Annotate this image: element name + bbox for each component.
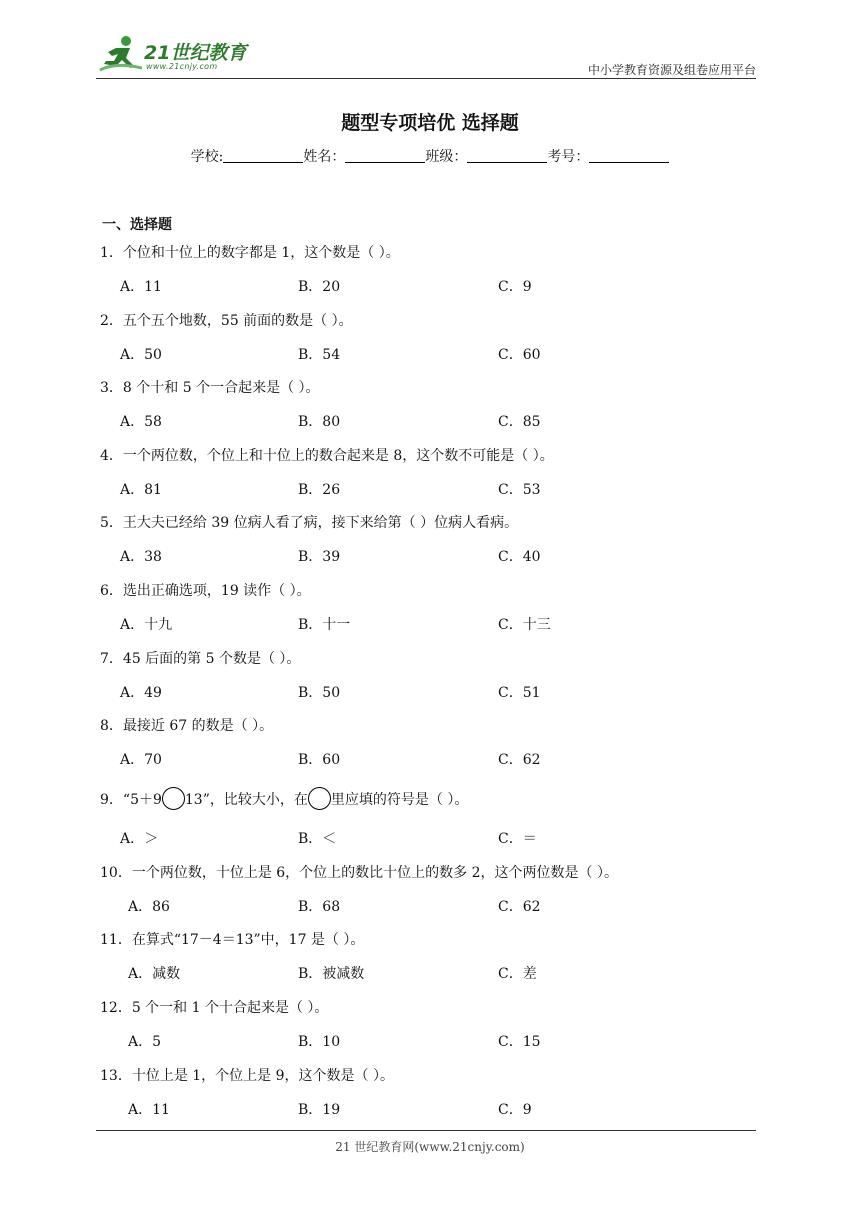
school-field[interactable] xyxy=(223,148,303,163)
q11-option-c[interactable]: C．差 xyxy=(498,966,537,982)
q2-option-c[interactable]: C．60 xyxy=(498,347,541,363)
question-12: 12．5 个一和 1 个十合起来是（ ）。 xyxy=(100,1000,329,1016)
logo-title: 21世纪教育 xyxy=(144,42,247,64)
logo-url: www.21cnjy.com xyxy=(146,62,218,71)
q5-option-b[interactable]: B．39 xyxy=(298,549,341,565)
q13-option-c[interactable]: C．9 xyxy=(498,1102,532,1118)
site-logo[interactable] xyxy=(96,34,266,76)
footer-divider xyxy=(96,1130,756,1131)
q8-option-a[interactable]: A．70 xyxy=(120,752,162,768)
question-4: 4．一个两位数，个位上和十位上的数合起来是 8，这个数不可能是（ ）。 xyxy=(100,448,554,464)
header-divider xyxy=(96,78,756,79)
q10-option-b[interactable]: B．68 xyxy=(298,899,341,915)
runner-icon xyxy=(96,34,146,76)
q9-stem-part-3: 里应填的符号是（ ）。 xyxy=(330,792,469,808)
question-5: 5．王大夫已经给 39 位病人看了病，接下来给第（ ）位病人看病。 xyxy=(100,515,519,531)
q9-option-a[interactable]: A．＞ xyxy=(120,831,159,847)
q4-option-a[interactable]: A．81 xyxy=(120,482,162,498)
q4-option-c[interactable]: C．53 xyxy=(498,482,541,498)
q7-option-c[interactable]: C．51 xyxy=(498,685,541,701)
exam-no-label: 考号： xyxy=(547,149,590,165)
q7-option-b[interactable]: B．50 xyxy=(298,685,341,701)
q13-option-b[interactable]: B．19 xyxy=(298,1102,341,1118)
class-field[interactable] xyxy=(467,148,547,163)
q10-option-c[interactable]: C．62 xyxy=(498,899,541,915)
q4-option-b[interactable]: B．26 xyxy=(298,482,341,498)
comparison-circle-2[interactable] xyxy=(308,787,331,810)
page-title: 题型专项培优 选择题 xyxy=(341,112,519,134)
q11-option-a[interactable]: A．减数 xyxy=(128,966,181,982)
q6-option-b[interactable]: B．十一 xyxy=(298,617,351,633)
q3-option-a[interactable]: A．58 xyxy=(120,414,162,430)
name-label: 姓名： xyxy=(303,149,346,165)
q12-option-c[interactable]: C．15 xyxy=(498,1034,541,1050)
question-2: 2．五个五个地数，55 前面的数是（ ）。 xyxy=(100,313,353,329)
question-1: 1．个位和十位上的数字都是 1，这个数是（ ）。 xyxy=(100,245,400,261)
q12-option-b[interactable]: B．10 xyxy=(298,1034,341,1050)
q3-option-c[interactable]: C．85 xyxy=(498,414,541,430)
section-heading: 一、选择题 xyxy=(102,217,172,233)
question-13: 13．十位上是 1，个位上是 9，这个数是（ ）。 xyxy=(100,1068,394,1084)
question-6: 6．选出正确选项，19 读作（ ）。 xyxy=(100,583,311,599)
q1-option-c[interactable]: C．9 xyxy=(498,279,532,295)
q10-option-a[interactable]: A．86 xyxy=(128,899,170,915)
footer-link[interactable]: 21 世纪教育网(www.21cnjy.com) xyxy=(335,1140,525,1154)
exam-no-field[interactable] xyxy=(589,148,669,163)
q9-stem-part-1: 9．“5＋9 xyxy=(100,792,162,808)
comparison-circle-1[interactable] xyxy=(162,787,185,810)
q2-option-b[interactable]: B．54 xyxy=(298,347,341,363)
q9-option-c[interactable]: C．＝ xyxy=(498,831,537,847)
question-3: 3．8 个十和 5 个一合起来是（ ）。 xyxy=(100,380,320,396)
question-10: 10．一个两位数，十位上是 6，个位上的数比十位上的数多 2，这个两位数是（ ）。 xyxy=(100,865,618,881)
page-header xyxy=(96,34,756,78)
question-8: 8．最接近 67 的数是（ ）。 xyxy=(100,718,274,734)
class-label: 班级： xyxy=(425,149,468,165)
q5-option-c[interactable]: C．40 xyxy=(498,549,541,565)
q7-option-a[interactable]: A．49 xyxy=(120,685,162,701)
q1-option-a[interactable]: A．11 xyxy=(120,279,162,295)
q13-option-a[interactable]: A．11 xyxy=(128,1102,170,1118)
school-label: 学校: xyxy=(190,149,224,165)
q6-option-a[interactable]: A．十九 xyxy=(120,617,173,633)
question-7: 7．45 后面的第 5 个数是（ ）。 xyxy=(100,651,301,667)
question-9 xyxy=(100,787,468,810)
question-11: 11．在算式“17－4＝13”中，17 是（ ）。 xyxy=(100,932,365,948)
q2-option-a[interactable]: A．50 xyxy=(120,347,162,363)
platform-name: 中小学教育资源及组卷应用平台 xyxy=(587,63,756,77)
q9-option-b[interactable]: B．＜ xyxy=(298,831,337,847)
q11-option-b[interactable]: B．被减数 xyxy=(298,966,365,982)
q8-option-c[interactable]: C．62 xyxy=(498,752,541,768)
q12-option-a[interactable]: A．5 xyxy=(128,1034,162,1050)
q8-option-b[interactable]: B．60 xyxy=(298,752,341,768)
q1-option-b[interactable]: B．20 xyxy=(298,279,341,295)
student-info-line xyxy=(0,146,860,166)
name-field[interactable] xyxy=(345,148,425,163)
q6-option-c[interactable]: C．十三 xyxy=(498,617,551,633)
q5-option-a[interactable]: A．38 xyxy=(120,549,162,565)
q3-option-b[interactable]: B．80 xyxy=(298,414,341,430)
q9-stem-part-2: 13”，比较大小，在 xyxy=(184,792,308,808)
